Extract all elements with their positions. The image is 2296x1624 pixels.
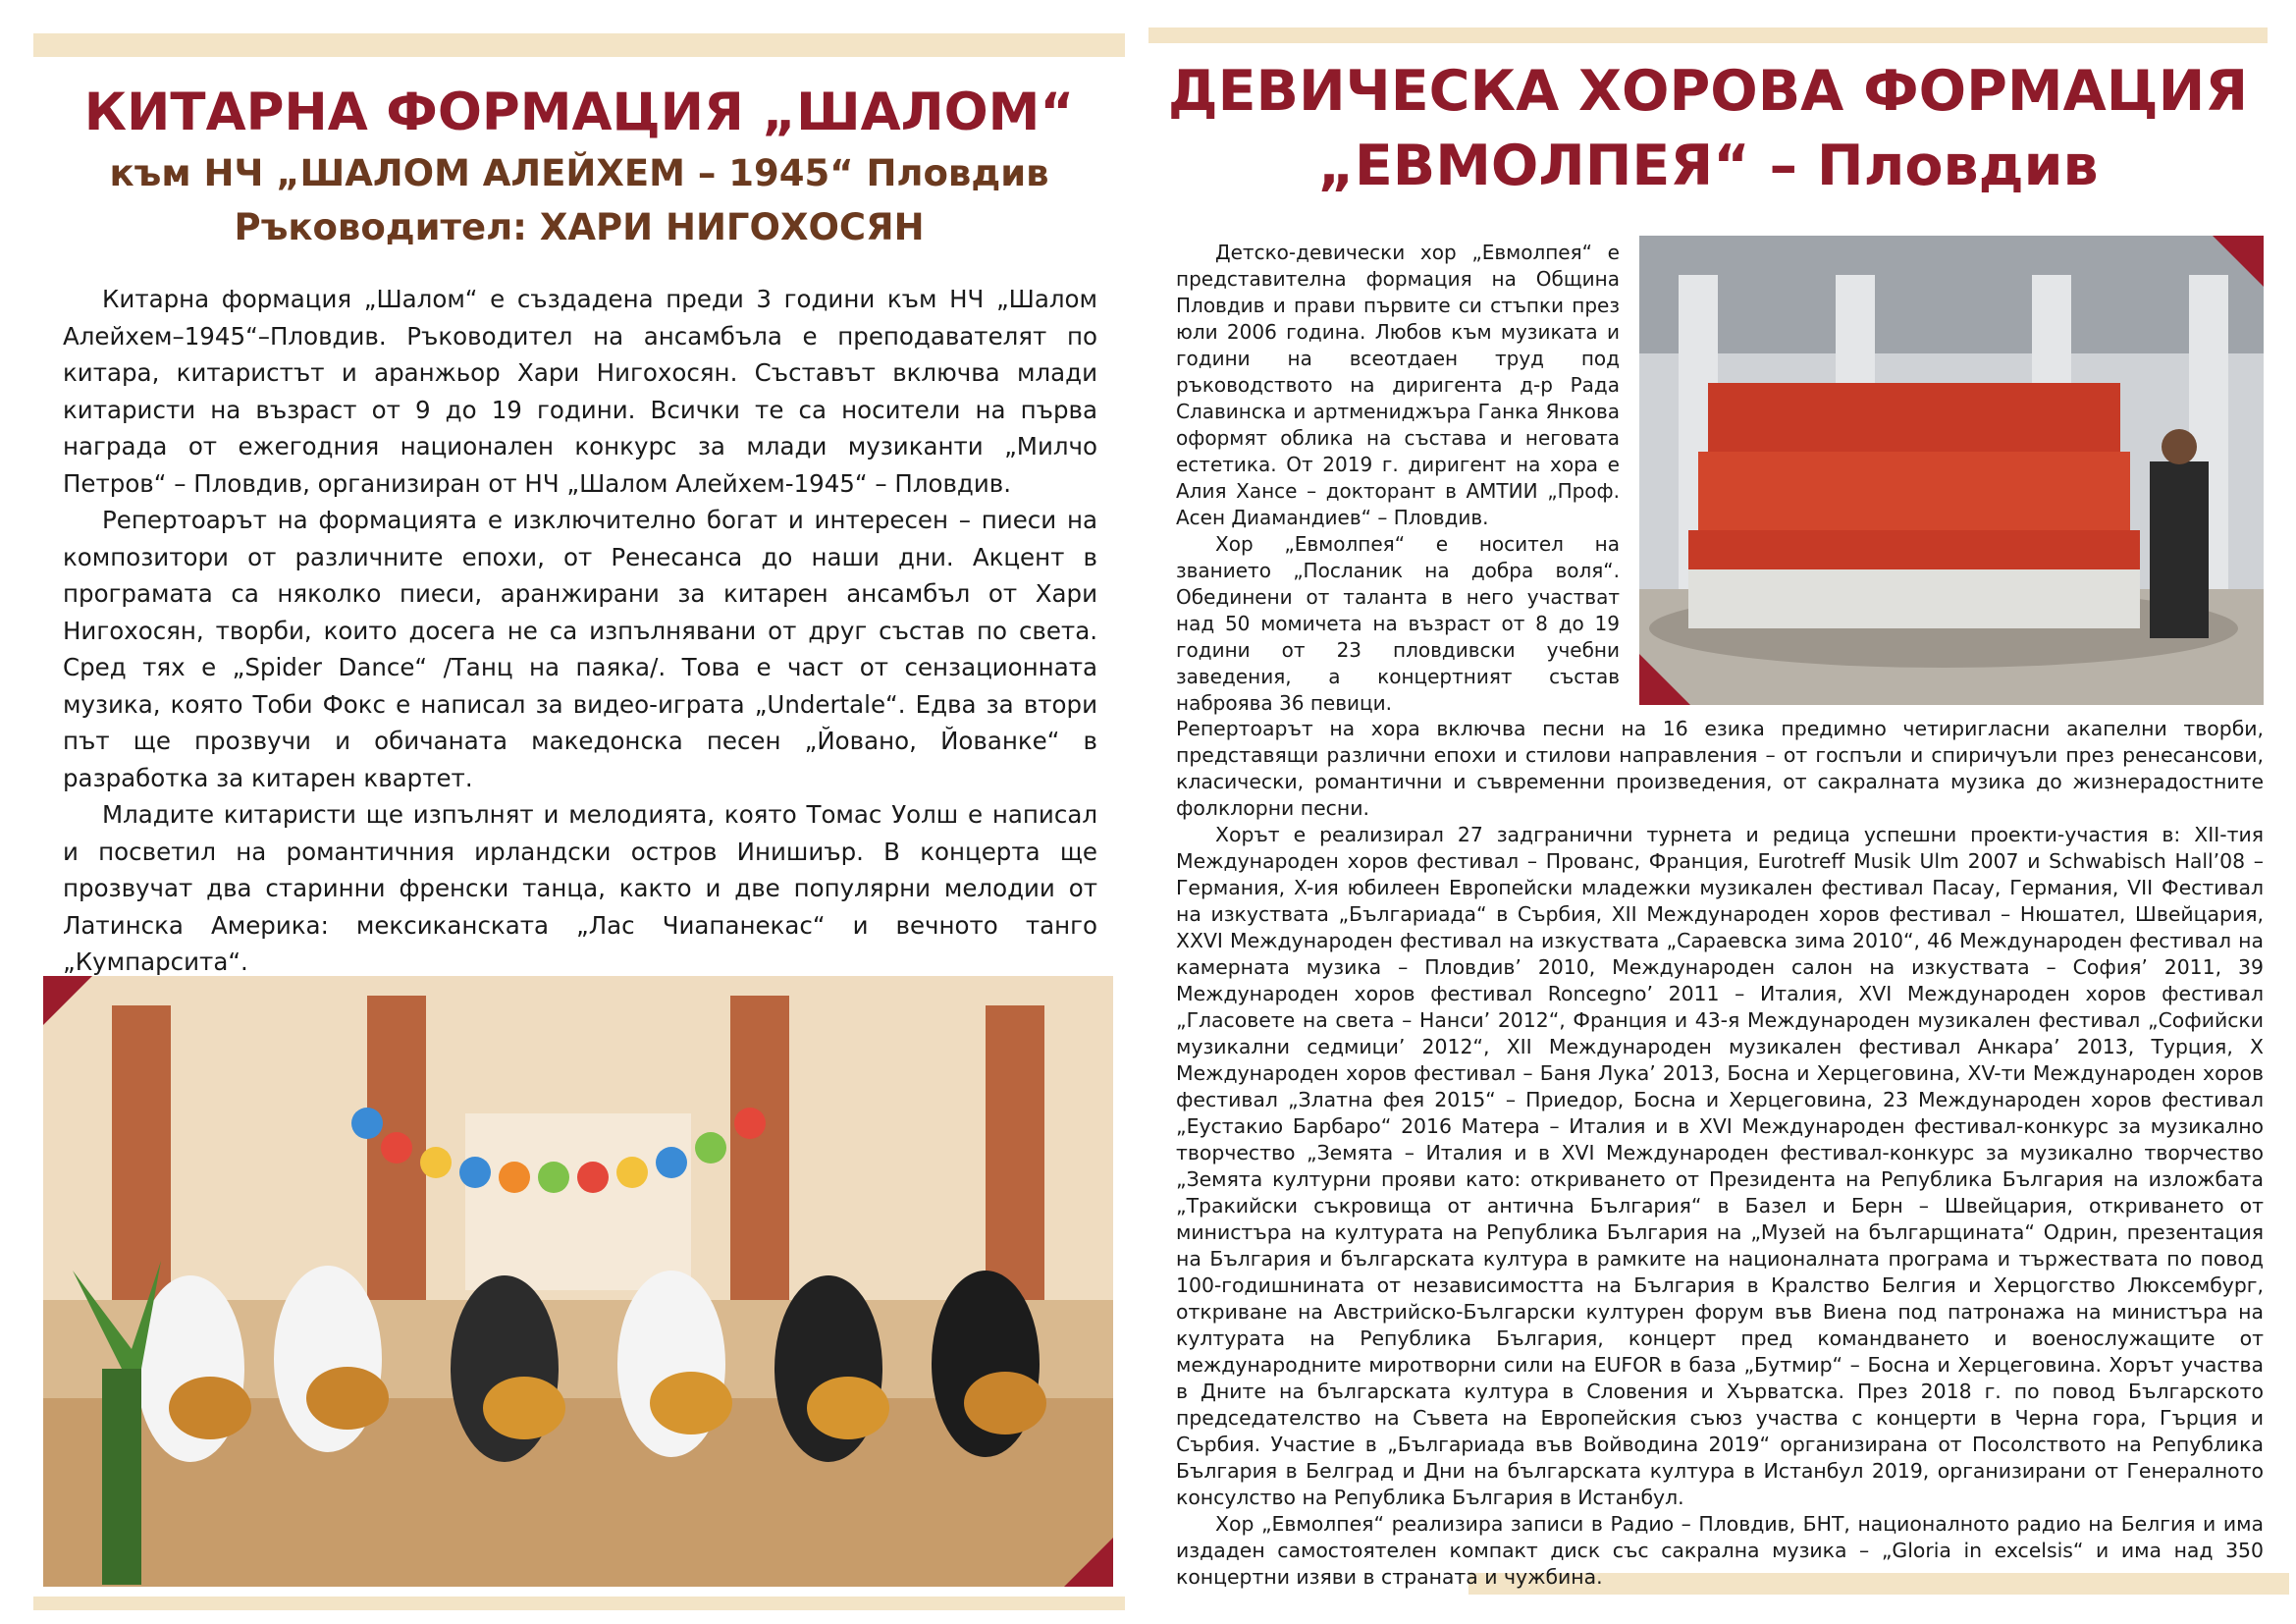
left-column [39, 79, 1119, 981]
photo-corner-bottom-left [1639, 654, 1690, 705]
top-bar-right [1148, 27, 2268, 43]
bottom-bar-left [33, 1597, 1125, 1610]
left-body [39, 281, 1119, 981]
right-title-line1: ДЕВИЧЕСКА ХОРОВА ФОРМАЦИЯ [1167, 59, 2249, 124]
left-subtitle: към НЧ „ШАЛОМ АЛЕЙХЕМ – 1945“ Пловдив [109, 152, 1049, 194]
left-paragraph: Младите китаристи ще изпълнят и мелодията, която Томас Уолш е написал и посветил на романтичния ирландски остров Инишиър. В концерта ще прозвучат два старинни френски танца, както и две популярни мелодии от Латинска Америка: мексиканската „Лас Чиапанекас“ и вечното танго „Кумпарсита“. [63, 800, 1097, 976]
right-body-paragraph: Хор „Евмолпея“ реализира записи в Радио – Пловдив, БНТ, националното радио на Белгия и има издаден самостоятелен компакт диск със сакрална музика – „Gloria in excelsis“ и има над 350 концертни изяви в страната и чужбина. [1176, 1512, 2264, 1589]
left-title: КИТАРНА ФОРМАЦИЯ „ШАЛОМ“ [83, 82, 1075, 142]
right-title-line2: „ЕВМОЛПЕЯ“ – Пловдив [1317, 134, 2099, 198]
photo-corner-bottom-right [1064, 1538, 1113, 1587]
left-paragraph: Репертоарът на формацията е изключително богат и интересен – пиеси на композитори от различните епохи, от Ренесанса до наши дни. Акцент в програмата са няколко пиеси, аранжирани за китарен ансамбъл от Хари Нигохосян, творби, които досега не са изпълнявани от друг състав по света. Сред тях е „Spider Dance“ /Танц на паяка/. Това е част от сензационната музика, която Тоби Фокс е написал за видео-играта „Undertale“. Едва за втори път ще прозвучи и обичаната македонска песен „Йовано, Йованке“ в разработка за китарен квартет. [63, 506, 1097, 792]
photo-corner-top-left [43, 976, 92, 1025]
right-intro-paragraph: Хор „Евмолпея“ е носител на званието „Посланик на добра воля“. Обединени от таланта в него участват над 50 момичета на възраст от 8 до 19 години от 23 пловдивски учебни заведения, а концертният състав наброява 36 певици. [1176, 532, 1620, 715]
choir-photo [1639, 236, 2264, 705]
right-body-paragraph: Хорът е реализирал 27 задгранични турнета и редица успешни проекти-участия в: XII-тия Международен хоров фестивал – Прованс, Франция, Eurotreff Musik Ulm 2007 и Schwabisch Hall’08 – Германия, X-ия юбилеен Европейски младежки музикален фестивал Пасау, Германия, VII Фестивал на изкуствата „Българиада“ в Сърбия, XII Международен хоров фестивал – Нюшател, Швейцария, XXVI Международен фестивал на изкуствата „Сараевска зима 2010“, 46 Международен фестивал на камерната музика – Пловдив’ 2010, Международен салон на изкуствата – София’ 2011, 39 Международен хоров фестивал Roncegno’ 2011 – Италия, XVI Международен хоров фестивал „Гласовете на света – Нанси’ 2012“, Франция и 43-я Международен музикален фестивал „Софийски музикални седмици’ 2012“, XII Международен музикален фестивал Анкара’ 2013, Турция, X Международен хоров фестивал – Баня Лука’ 2013, Босна и Херцеговина, XV-ти Международен хоров фестивал „Златна фея 2015“ – Приедор, Босна и Херцеговина, 23 Международен хоров фестивал „Еустакио Барбаро“ 2016 Матера – Италия и в XVI Международен фестивал-конкурс за музикално творчество „Земята – Италия и в XVI Международен фестивал-конкурс за музикално творчество „Земята културни прояви като: откриването от Президента на Република България на изложбата „Тракийски съкровища от антична България“ в Базел и Берн – Швейцария, откриването от министъра на културата на Република България на „Музей на българщината“ Одрин, презентация на България и българската култура в рамките на националната програма и тържествата по повод 100-годишнината от независимостта на България в Кралство Белгия и Херцогство Люксембург, откриване на Австрийско-Български културен форум във Виена под патронажа на министъра на културата на Република България, концерт пред командването и военослужащите от международните миротворни сили на EUFOR в база „Бутмир“ – Босна и Херцеговина. Хорът участва в Дните на българската култура в Словения и Хърватска. През 2018 г. по повод Българското председателство на Съвета на Европейския съюз участва с концерти в Черна гора, Гърция и Сърбия. Участие в „Българиада във Войводина 2019“ организирана от Посолството на Република България в Белград и Дни на българската култура в Истанбул 2019, организирани от Генералното консулство на Република България в Истанбул. [1176, 823, 2264, 1509]
left-leader: Ръководител: ХАРИ НИГОХОСЯН [234, 206, 925, 248]
photo-corner-top-right [2213, 236, 2264, 287]
right-header [1148, 54, 2268, 203]
top-bar-left [33, 33, 1125, 57]
right-body [1176, 716, 2264, 1591]
left-paragraph: Китарна формация „Шалом“ е създадена преди 3 години към НЧ „Шалом Алейхем–1945“–Пловдив. Ръководител на ансамбъла е преподавателят по китара, китаристът и аранжьор Хари Нигохосян. Съставът включва млади китаристи на възраст от 9 до 19 години. Всички те са носители на първа награда от ежегодния национален конкурс за млади музиканти „Милчо Петров“ – Пловдив, организиран от НЧ „Шалом Алейхем-1945“ – Пловдив. [63, 285, 1097, 498]
right-intro [1176, 240, 1620, 717]
right-intro-paragraph: Детско-девически хор „Евмолпея“ е представителна формация на Община Пловдив и прави първите си стъпки през юли 2006 година. Любов към музиката и години на всеотдаен труд под ръководството на диригента д-р Рада Славинска и артмениджъра Ганка Янкова оформят облика на състава и неговата естетика. От 2019 г. диригент на хора е Алия Хансе – докторант в АМТИИ „Проф. Асен Диамандиев“ – Пловдив. [1176, 241, 1620, 529]
guitar-ensemble-photo [43, 976, 1113, 1587]
right-body-paragraph: Репертоарът на хора включва песни на 16 езика предимно четиригласни акапелни творби, представящи различни епохи и стилови направления – от госпъли и спиричуъли през ренесансови, класически, романтични и съвременни произведения, от сакралната музика до жизнерадостните фолклорни песни. [1176, 717, 2264, 820]
